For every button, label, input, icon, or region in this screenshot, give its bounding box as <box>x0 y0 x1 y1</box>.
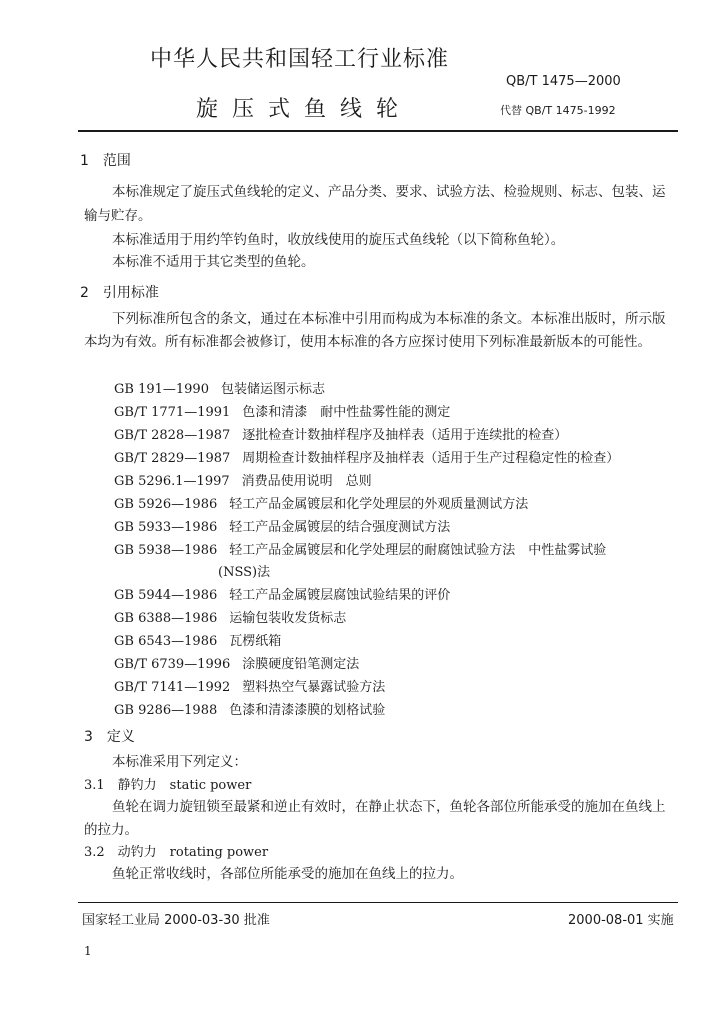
reference-item: GB 5944—1986 轻工产品金属镀层腐蚀试验结果的评价 <box>114 588 451 603</box>
reference-item: GB 5938—1986 轻工产品金属镀层和化学处理层的耐腐蚀试验方法 中性盐雾试验 <box>114 543 607 558</box>
section-2-intro: 下列标准所包含的条文，通过在本标准中引用而构成为本标准的条文。本标准出版时，所示版本均为有效。所有标准都会被修订，使用本标准的各方应探讨使用下列标准最新版本的可能性。 <box>84 311 666 350</box>
replaces-standard: 代替 QB/T 1475-1992 <box>500 104 616 117</box>
reference-item: GB/T 6739—1996 涂膜硬度铅笔测定法 <box>114 657 360 672</box>
reference-item: GB/T 7141—1992 塑料热空气暴露试验方法 <box>114 680 386 695</box>
section-1-para-1: 本标准规定了旋压式鱼线轮的定义、产品分类、要求、试验方法、检验规则、标志、包装、运输与贮存。 <box>84 184 666 224</box>
standard-title: 旋压式鱼线轮 <box>196 97 413 122</box>
definition-3-2-heading: 3.2 动钓力 rotating power <box>84 845 269 860</box>
section-1-para-2: 本标准适用于用约竿钓鱼时，收放线使用的旋压式鱼线轮（以下简称鱼轮）。 <box>112 232 565 248</box>
reference-item: GB/T 1771—1991 色漆和清漆 耐中性盐雾性能的测定 <box>114 405 451 420</box>
reference-item: GB 191—1990 包装储运图示标志 <box>114 382 325 397</box>
reference-item: GB 6543—1986 瓦楞纸箱 <box>114 634 282 649</box>
reference-item-continuation: (NSS)法 <box>218 565 271 580</box>
page-number: 1 <box>84 944 92 958</box>
reference-item: GB 9286—1988 色漆和清漆漆膜的划格试验 <box>114 703 386 718</box>
section-3-intro: 本标准采用下列定义： <box>112 754 247 770</box>
definition-3-1-heading: 3.1 静钓力 static power <box>84 778 252 793</box>
standard-code: QB/T 1475—2000 <box>506 74 621 89</box>
reference-item: GB 6388—1986 运输包装收发货标志 <box>114 611 347 626</box>
definition-3-2-text: 鱼轮正常收线时，各部位所能承受的施加在鱼线上的拉力。 <box>112 866 463 882</box>
section-2-heading: 2 引用标准 <box>80 285 159 301</box>
reference-item: GB 5296.1—1997 消费品使用说明 总则 <box>114 474 372 489</box>
reference-item: GB/T 2829—1987 周期检查计数抽样程序及抽样表（适用于生产过程稳定性的检查） <box>114 451 620 466</box>
issuing-body: 中华人民共和国轻工行业标准 <box>150 47 450 72</box>
reference-item: GB 5926—1986 轻工产品金属镀层和化学处理层的外观质量测试方法 <box>114 497 529 512</box>
reference-item: GB/T 2828—1987 逐批检查计数抽样程序及抽样表（适用于连续批的检查） <box>114 428 568 443</box>
approval-date: 国家轻工业局 2000-03-30 批准 <box>82 913 270 928</box>
section-1-heading: 1 范围 <box>80 153 131 169</box>
definition-3-1-text: 鱼轮在调力旋钮锁至最紧和逆止有效时，在静止状态下，鱼轮各部位所能承受的施加在鱼线上的拉力。 <box>84 799 666 838</box>
effective-date: 2000-08-01 实施 <box>568 913 674 928</box>
header-divider <box>78 130 678 132</box>
section-3-heading: 3 定义 <box>84 729 135 745</box>
footer-divider <box>78 902 678 903</box>
section-1-para-3: 本标准不适用于其它类型的鱼轮。 <box>112 254 315 270</box>
reference-item: GB 5933—1986 轻工产品金属镀层的结合强度测试方法 <box>114 520 451 535</box>
